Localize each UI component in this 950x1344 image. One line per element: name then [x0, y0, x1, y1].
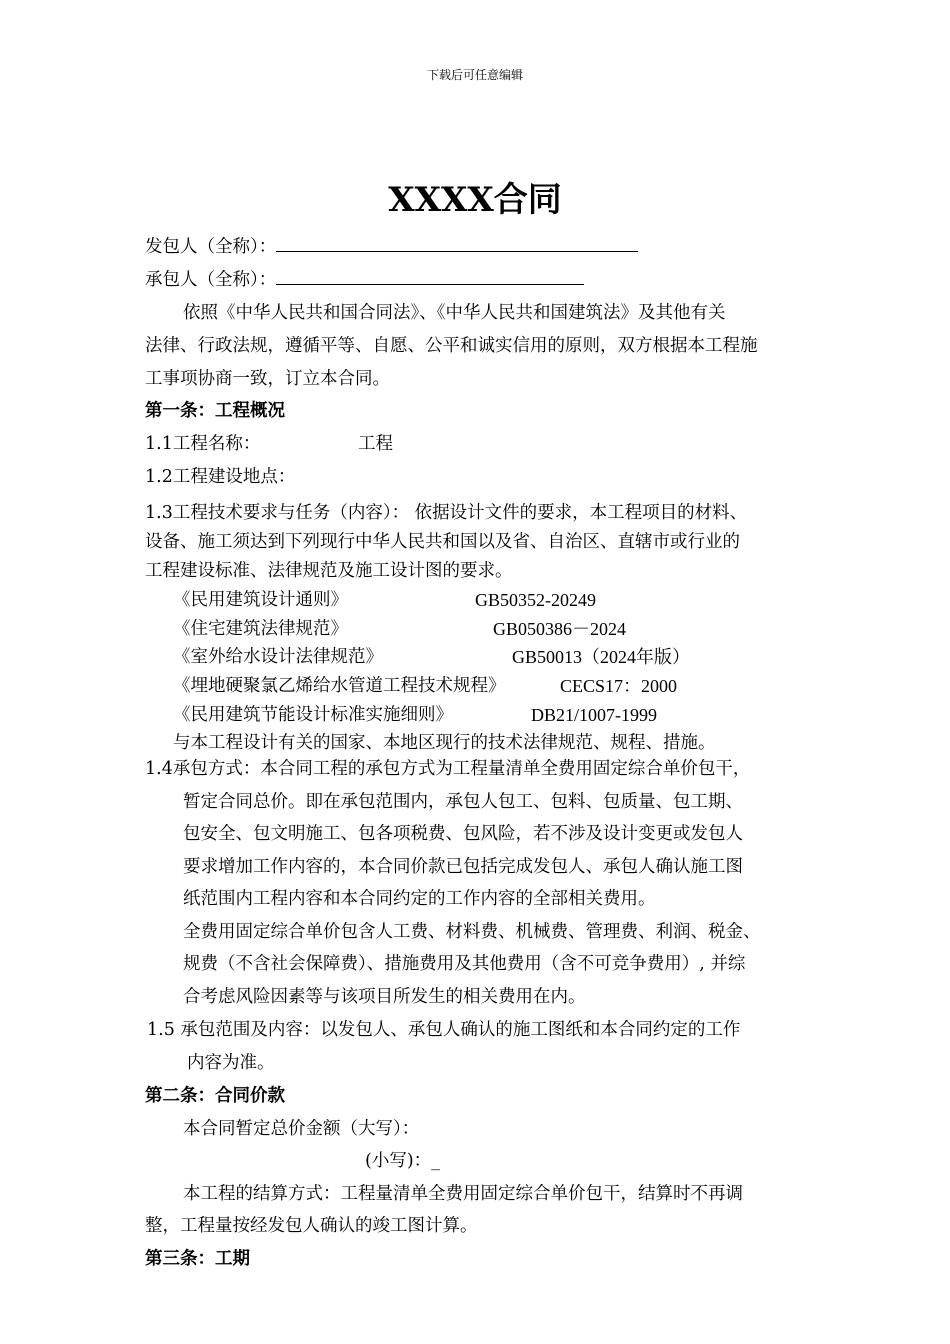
article2-heading: 第二条：合同价款 [145, 1086, 285, 1106]
contract-mode-line: 1.4承包方式：本合同工程的承包方式为工程量清单全费用固定综合单价包干， [145, 759, 751, 779]
contract-mode-line: 纸范围内工程内容和本合同约定的工作内容的全部相关费用。 [183, 889, 656, 909]
preamble-line: 法律、行政法规，遵循平等、自愿、公平和诚实信用的原则，双方根据本工程施 [145, 336, 758, 356]
standard-name: 《民用建筑设计通则》 [173, 590, 348, 610]
contractor-line [145, 269, 584, 291]
employer-blank[interactable] [276, 236, 638, 252]
standard-name: 《民用建筑节能设计标准实施细则》 [173, 705, 453, 725]
contractor-blank[interactable] [276, 269, 584, 285]
tech-requirement-line: 工程建设标准、法律规范及施工设计图的要求。 [145, 561, 513, 581]
document-title: XXXX合同 [388, 180, 562, 220]
preamble-line: 依照《中华人民共和国合同法》、《中华人民共和国建筑法》及其他有关 [183, 303, 726, 323]
article3-heading: 第三条：工期 [145, 1249, 250, 1269]
contract-mode-line: 规费（不含社会保障费）、措施费用及其他费用（含不可竞争费用）, 并综 [183, 954, 746, 974]
contract-mode-line: 全费用固定综合单价包含人工费、材料费、机械费、管理费、利润、税金、 [183, 922, 761, 942]
contract-mode-line: 合考虑风险因素等与该项目所发生的相关费用在内。 [183, 987, 586, 1007]
scope-line: 内容为准。 [187, 1053, 275, 1073]
settlement-line: 整，工程量按经发包人确认的竣工图计算。 [145, 1216, 478, 1236]
standard-code: CECS17：2000 [560, 676, 678, 696]
page-header: 下载后可任意编辑 [426, 68, 523, 82]
standard-code: GB50352-20249 [475, 590, 596, 610]
project-name-label: 1.1工程名称： [145, 434, 261, 454]
project-name-value: 工程 [358, 434, 393, 454]
contract-mode-line: 要求增加工作内容的，本合同价款已包括完成发包人、承包人确认施工图 [183, 857, 743, 877]
standard-code: GB050386－2024 [493, 619, 627, 639]
amount-upper-label: 本合同暂定总价金额（大写）： [183, 1119, 420, 1139]
article1-heading: 第一条：工程概况 [145, 401, 285, 421]
standards-tail: 与本工程设计有关的国家、本地区现行的技术法律规范、规程、措施。 [173, 733, 716, 753]
tech-requirement-line: 1.3工程技术要求与任务（内容）： 依据设计文件的要求，本工程项目的材料、 [145, 503, 748, 523]
employer-line [145, 236, 638, 258]
contract-mode-line: 暂定合同总价。即在承包范围内，承包人包工、包料、包质量、包工期、 [183, 792, 743, 812]
standard-code: DB21/1007-1999 [531, 705, 657, 725]
standard-name: 《室外给水设计法律规范》 [173, 647, 383, 667]
preamble-line: 工事项协商一致，订立本合同。 [145, 369, 390, 389]
contract-mode-line: 包安全、包文明施工、包各项税费、包风险，若不涉及设计变更或发包人 [183, 824, 743, 844]
contractor-label: 承包人（全称）： [145, 270, 277, 290]
standard-name: 《埋地硬聚氯乙烯给水管道工程技术规程》 [173, 676, 506, 696]
standard-name: 《住宅建筑法律规范》 [173, 619, 348, 639]
standard-code: GB50013（2024年版） [512, 647, 691, 667]
tech-requirement-line: 设备、施工须达到下列现行中华人民共和国以及省、自治区、直辖市或行业的 [145, 532, 740, 552]
amount-lower-label: (小写)：_ [365, 1151, 440, 1171]
settlement-line: 本工程的结算方式：工程量清单全费用固定综合单价包干，结算时不再调 [183, 1184, 743, 1204]
project-location-label: 1.2工程建设地点： [145, 467, 296, 487]
scope-line: 1.5 承包范围及内容：以发包人、承包人确认的施工图纸和本合同约定的工作 [147, 1020, 741, 1040]
employer-label: 发包人（全称）： [145, 237, 277, 257]
